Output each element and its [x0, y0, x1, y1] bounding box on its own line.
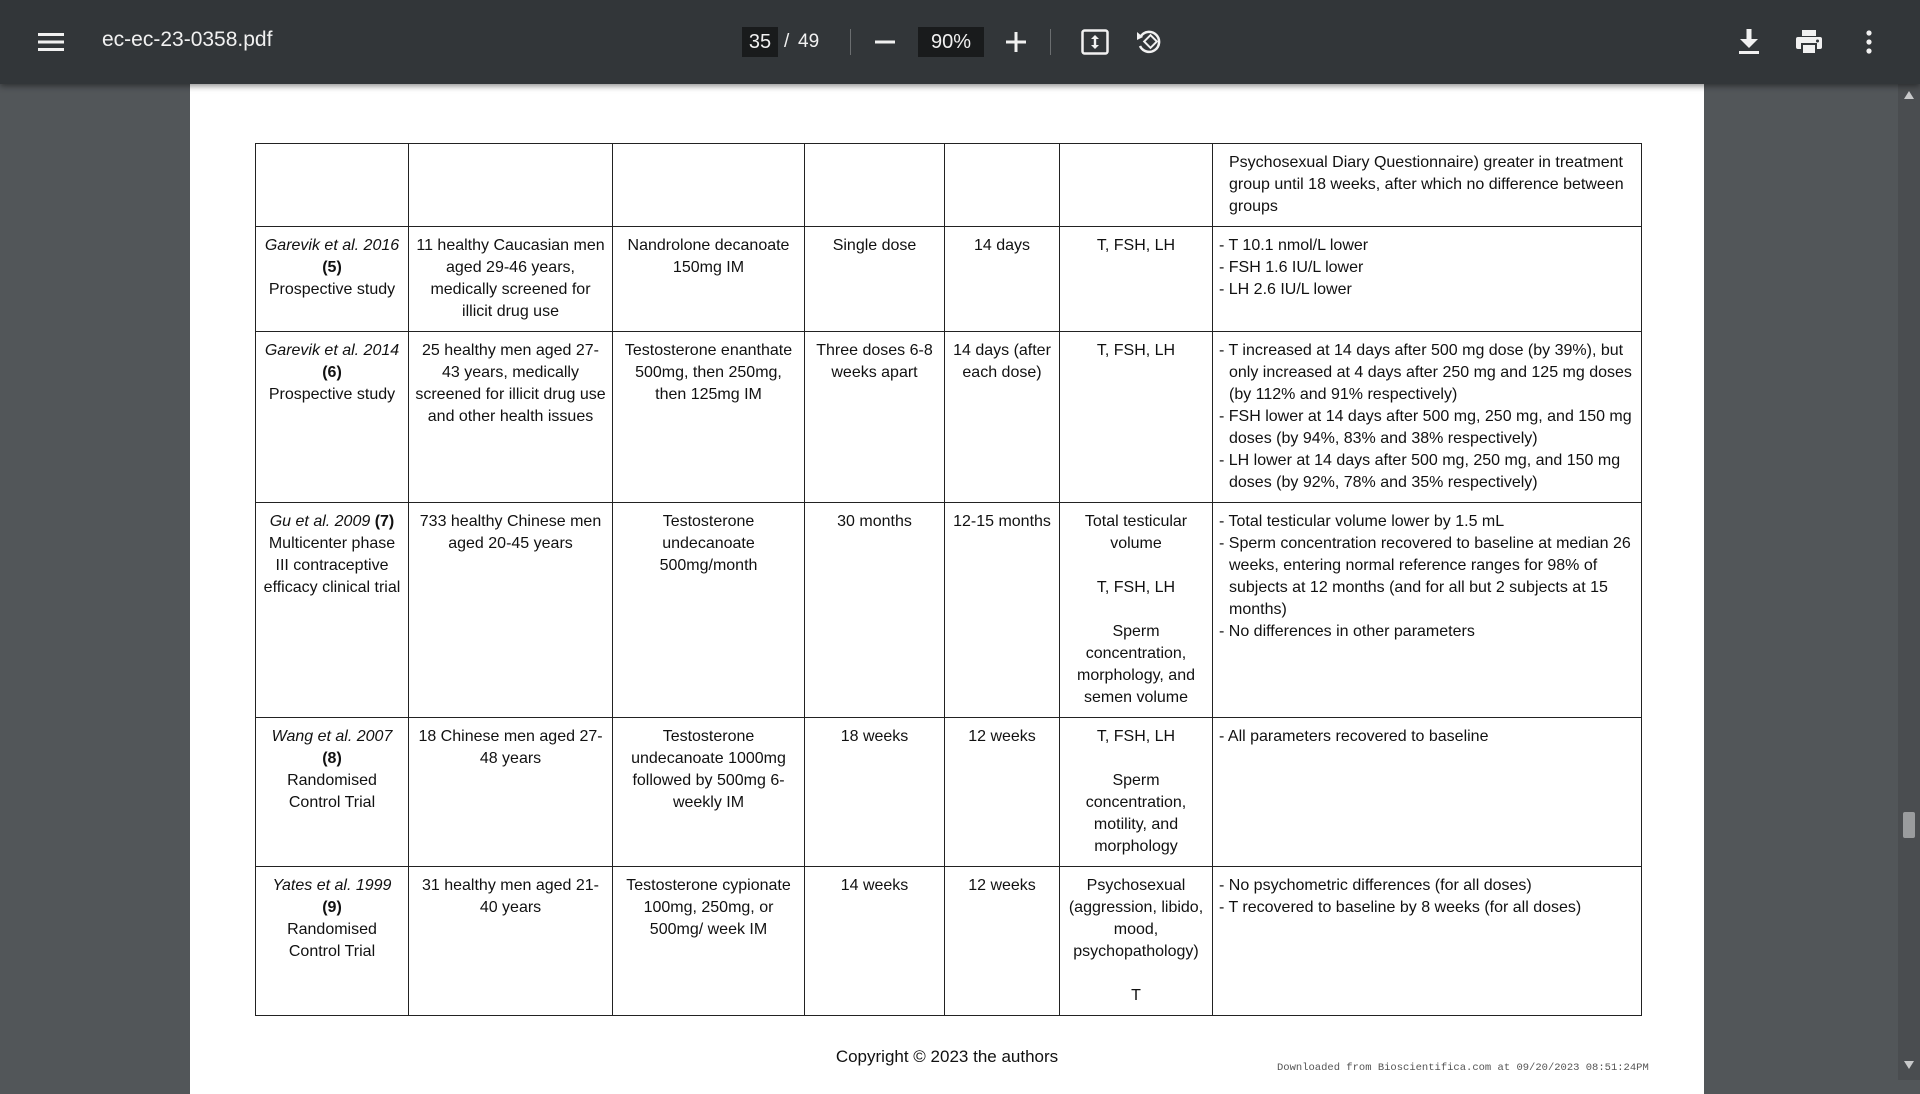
population-cell: 31 healthy men aged 21-40 years	[409, 867, 613, 1016]
followup-cell: 12-15 months	[945, 503, 1060, 718]
toolbar-divider	[850, 29, 851, 55]
population-cell: 25 healthy men aged 27-43 years, medically screened for illicit drug use and other health issues	[409, 332, 613, 503]
treatment-cell: Testosterone enanthate 500mg, then 250mg, then 125mg IM	[613, 332, 805, 503]
study-citation: Garevik et al. 2016	[264, 237, 400, 254]
followup-cell: 12 weeks	[945, 718, 1060, 867]
parameter-item: T, FSH, LH	[1096, 342, 1176, 359]
treatment-cell	[613, 144, 805, 227]
findings-cell	[1213, 332, 1642, 503]
finding-item: - T increased at 14 days after 500 mg dose (by 39%), but only increased at 4 days after 250 mg and 125 mg doses (by 112% and 91% respectively)	[1219, 342, 1632, 403]
scroll-down-arrow-icon[interactable]	[1903, 1060, 1915, 1070]
finding-item: - Sperm concentration recovered to baseline at median 26 weeks, entering normal reference ranges for 98% of subjects at 12 months (and for all but 2 subjects at 15 months)	[1219, 535, 1631, 618]
table-row	[256, 867, 1642, 1016]
page-total: 49	[798, 31, 820, 52]
finding-item: - T 10.1 nmol/L lower	[1219, 237, 1369, 254]
treatment-cell: Nandrolone decanoate 150mg IM	[613, 227, 805, 332]
zoom-level-input[interactable]: 90%	[918, 27, 984, 57]
parameter-item: T, FSH, LH	[1096, 728, 1176, 745]
scrollbar-thumb[interactable]	[1903, 812, 1915, 838]
treatment-cell: Testosterone undecanoate 1000mg followed by 500mg 6-weekly IM	[613, 718, 805, 867]
population-cell	[409, 144, 613, 227]
study-design: Prospective study	[268, 281, 396, 298]
zoom-in-plus-icon[interactable]	[992, 18, 1040, 66]
download-icon[interactable]	[1725, 18, 1773, 66]
more-vert-icon[interactable]	[1845, 18, 1893, 66]
duration-cell	[805, 144, 945, 227]
study-citation: Gu et al. 2009	[269, 513, 371, 530]
parameters-cell	[1060, 867, 1213, 1016]
findings-cell	[1213, 503, 1642, 718]
page-number-input[interactable]: 35	[742, 27, 778, 57]
page-separator: /	[784, 31, 790, 52]
findings-cell	[1213, 867, 1642, 1016]
study-cell	[256, 867, 409, 1016]
finding-item: - LH lower at 14 days after 500 mg, 250 mg, and 150 mg doses (by 92%, 78% and 35% respectively)	[1219, 452, 1621, 491]
study-citation: Wang et al. 2007	[271, 728, 393, 745]
vertical-scrollbar[interactable]	[1898, 84, 1920, 1080]
study-reference: (6)	[322, 364, 342, 381]
findings-cell	[1213, 718, 1642, 867]
download-notice: Downloaded from Bioscientifica.com at 09/20/2023 08:51:24PM	[1277, 1062, 1649, 1074]
population-cell: 11 healthy Caucasian men aged 29-46 years, medically screened for illicit drug use	[409, 227, 613, 332]
study-cell	[256, 144, 409, 227]
findings-cell	[1213, 144, 1642, 227]
finding-item: - Total testicular volume lower by 1.5 mL	[1219, 513, 1505, 530]
study-citation: Yates et al. 1999	[272, 877, 392, 894]
finding-item: - FSH lower at 14 days after 500 mg, 250 mg, and 150 mg doses (by 94%, 83% and 38% respectively)	[1219, 408, 1632, 447]
scroll-up-arrow-icon[interactable]	[1903, 90, 1915, 100]
study-design: Randomised Control Trial	[287, 772, 377, 811]
finding-item: - LH 2.6 IU/L lower	[1219, 281, 1352, 298]
parameter-item: T, FSH, LH	[1096, 579, 1176, 596]
followup-cell: 14 days (after each dose)	[945, 332, 1060, 503]
study-reference: (9)	[322, 899, 342, 916]
parameter-item: Psychosexual (aggression, libido, mood, psychopathology)	[1068, 877, 1204, 960]
toolbar-divider	[1050, 29, 1051, 55]
study-reference: (5)	[322, 259, 342, 276]
study-cell	[256, 718, 409, 867]
study-design: Randomised Control Trial	[287, 921, 377, 960]
table-row	[256, 144, 1642, 227]
study-design: Multicenter phase III contraceptive efficacy clinical trial	[263, 535, 401, 596]
parameters-cell	[1060, 332, 1213, 503]
treatment-cell: Testosterone undecanoate 500mg/month	[613, 503, 805, 718]
parameter-item: Sperm concentration, motility, and morphology	[1085, 772, 1187, 855]
finding-item: - No differences in other parameters	[1219, 623, 1475, 640]
parameter-item: T, FSH, LH	[1096, 237, 1176, 254]
followup-cell	[945, 144, 1060, 227]
finding-item: - No psychometric differences (for all doses)	[1219, 877, 1532, 894]
parameter-item: Sperm concentration, morphology, and semen volume	[1077, 623, 1195, 706]
findings-continuation: Psychosexual Diary Questionnaire) greater in treatment group until 18 weeks, after which no difference between groups	[1229, 154, 1624, 215]
copyright-notice: Copyright © 2023 the authors	[835, 1047, 1059, 1066]
duration-cell: 30 months	[805, 503, 945, 718]
population-cell: 18 Chinese men aged 27-48 years	[409, 718, 613, 867]
duration-cell: Single dose	[805, 227, 945, 332]
parameter-item: Total testicular volume	[1084, 513, 1188, 552]
study-cell	[256, 227, 409, 332]
pdf-page	[190, 84, 1704, 1094]
followup-cell: 12 weeks	[945, 867, 1060, 1016]
table-row	[256, 503, 1642, 718]
study-cell	[256, 332, 409, 503]
parameters-cell	[1060, 718, 1213, 867]
table-row	[256, 332, 1642, 503]
pdf-toolbar	[0, 0, 1920, 84]
zoom-out-minus-icon[interactable]	[861, 18, 909, 66]
duration-cell: 14 weeks	[805, 867, 945, 1016]
study-reference: (7)	[374, 513, 395, 530]
print-icon[interactable]	[1785, 18, 1833, 66]
table-row	[256, 718, 1642, 867]
study-reference: (8)	[322, 750, 342, 767]
finding-item: - FSH 1.6 IU/L lower	[1219, 259, 1364, 276]
hamburger-menu-icon[interactable]	[27, 18, 75, 66]
parameters-cell	[1060, 227, 1213, 332]
parameters-cell	[1060, 144, 1213, 227]
findings-cell	[1213, 227, 1642, 332]
results-table	[255, 143, 1642, 1016]
study-citation: Garevik et al. 2014	[264, 342, 400, 359]
parameter-item: T	[1131, 987, 1141, 1004]
parameters-cell	[1060, 503, 1213, 718]
duration-cell: Three doses 6-8 weeks apart	[805, 332, 945, 503]
rotate-icon[interactable]	[1125, 18, 1173, 66]
table-row	[256, 227, 1642, 332]
treatment-cell: Testosterone cypionate 100mg, 250mg, or 500mg/ week IM	[613, 867, 805, 1016]
study-design: Prospective study	[268, 386, 396, 403]
finding-item: - T recovered to baseline by 8 weeks (for all doses)	[1219, 899, 1582, 916]
document-title: ec-ec-23-0358.pdf	[102, 28, 273, 51]
study-cell	[256, 503, 409, 718]
followup-cell: 14 days	[945, 227, 1060, 332]
fit-page-icon[interactable]	[1071, 18, 1119, 66]
finding-item: - All parameters recovered to baseline	[1219, 728, 1489, 745]
duration-cell: 18 weeks	[805, 718, 945, 867]
population-cell: 733 healthy Chinese men aged 20-45 years	[409, 503, 613, 718]
